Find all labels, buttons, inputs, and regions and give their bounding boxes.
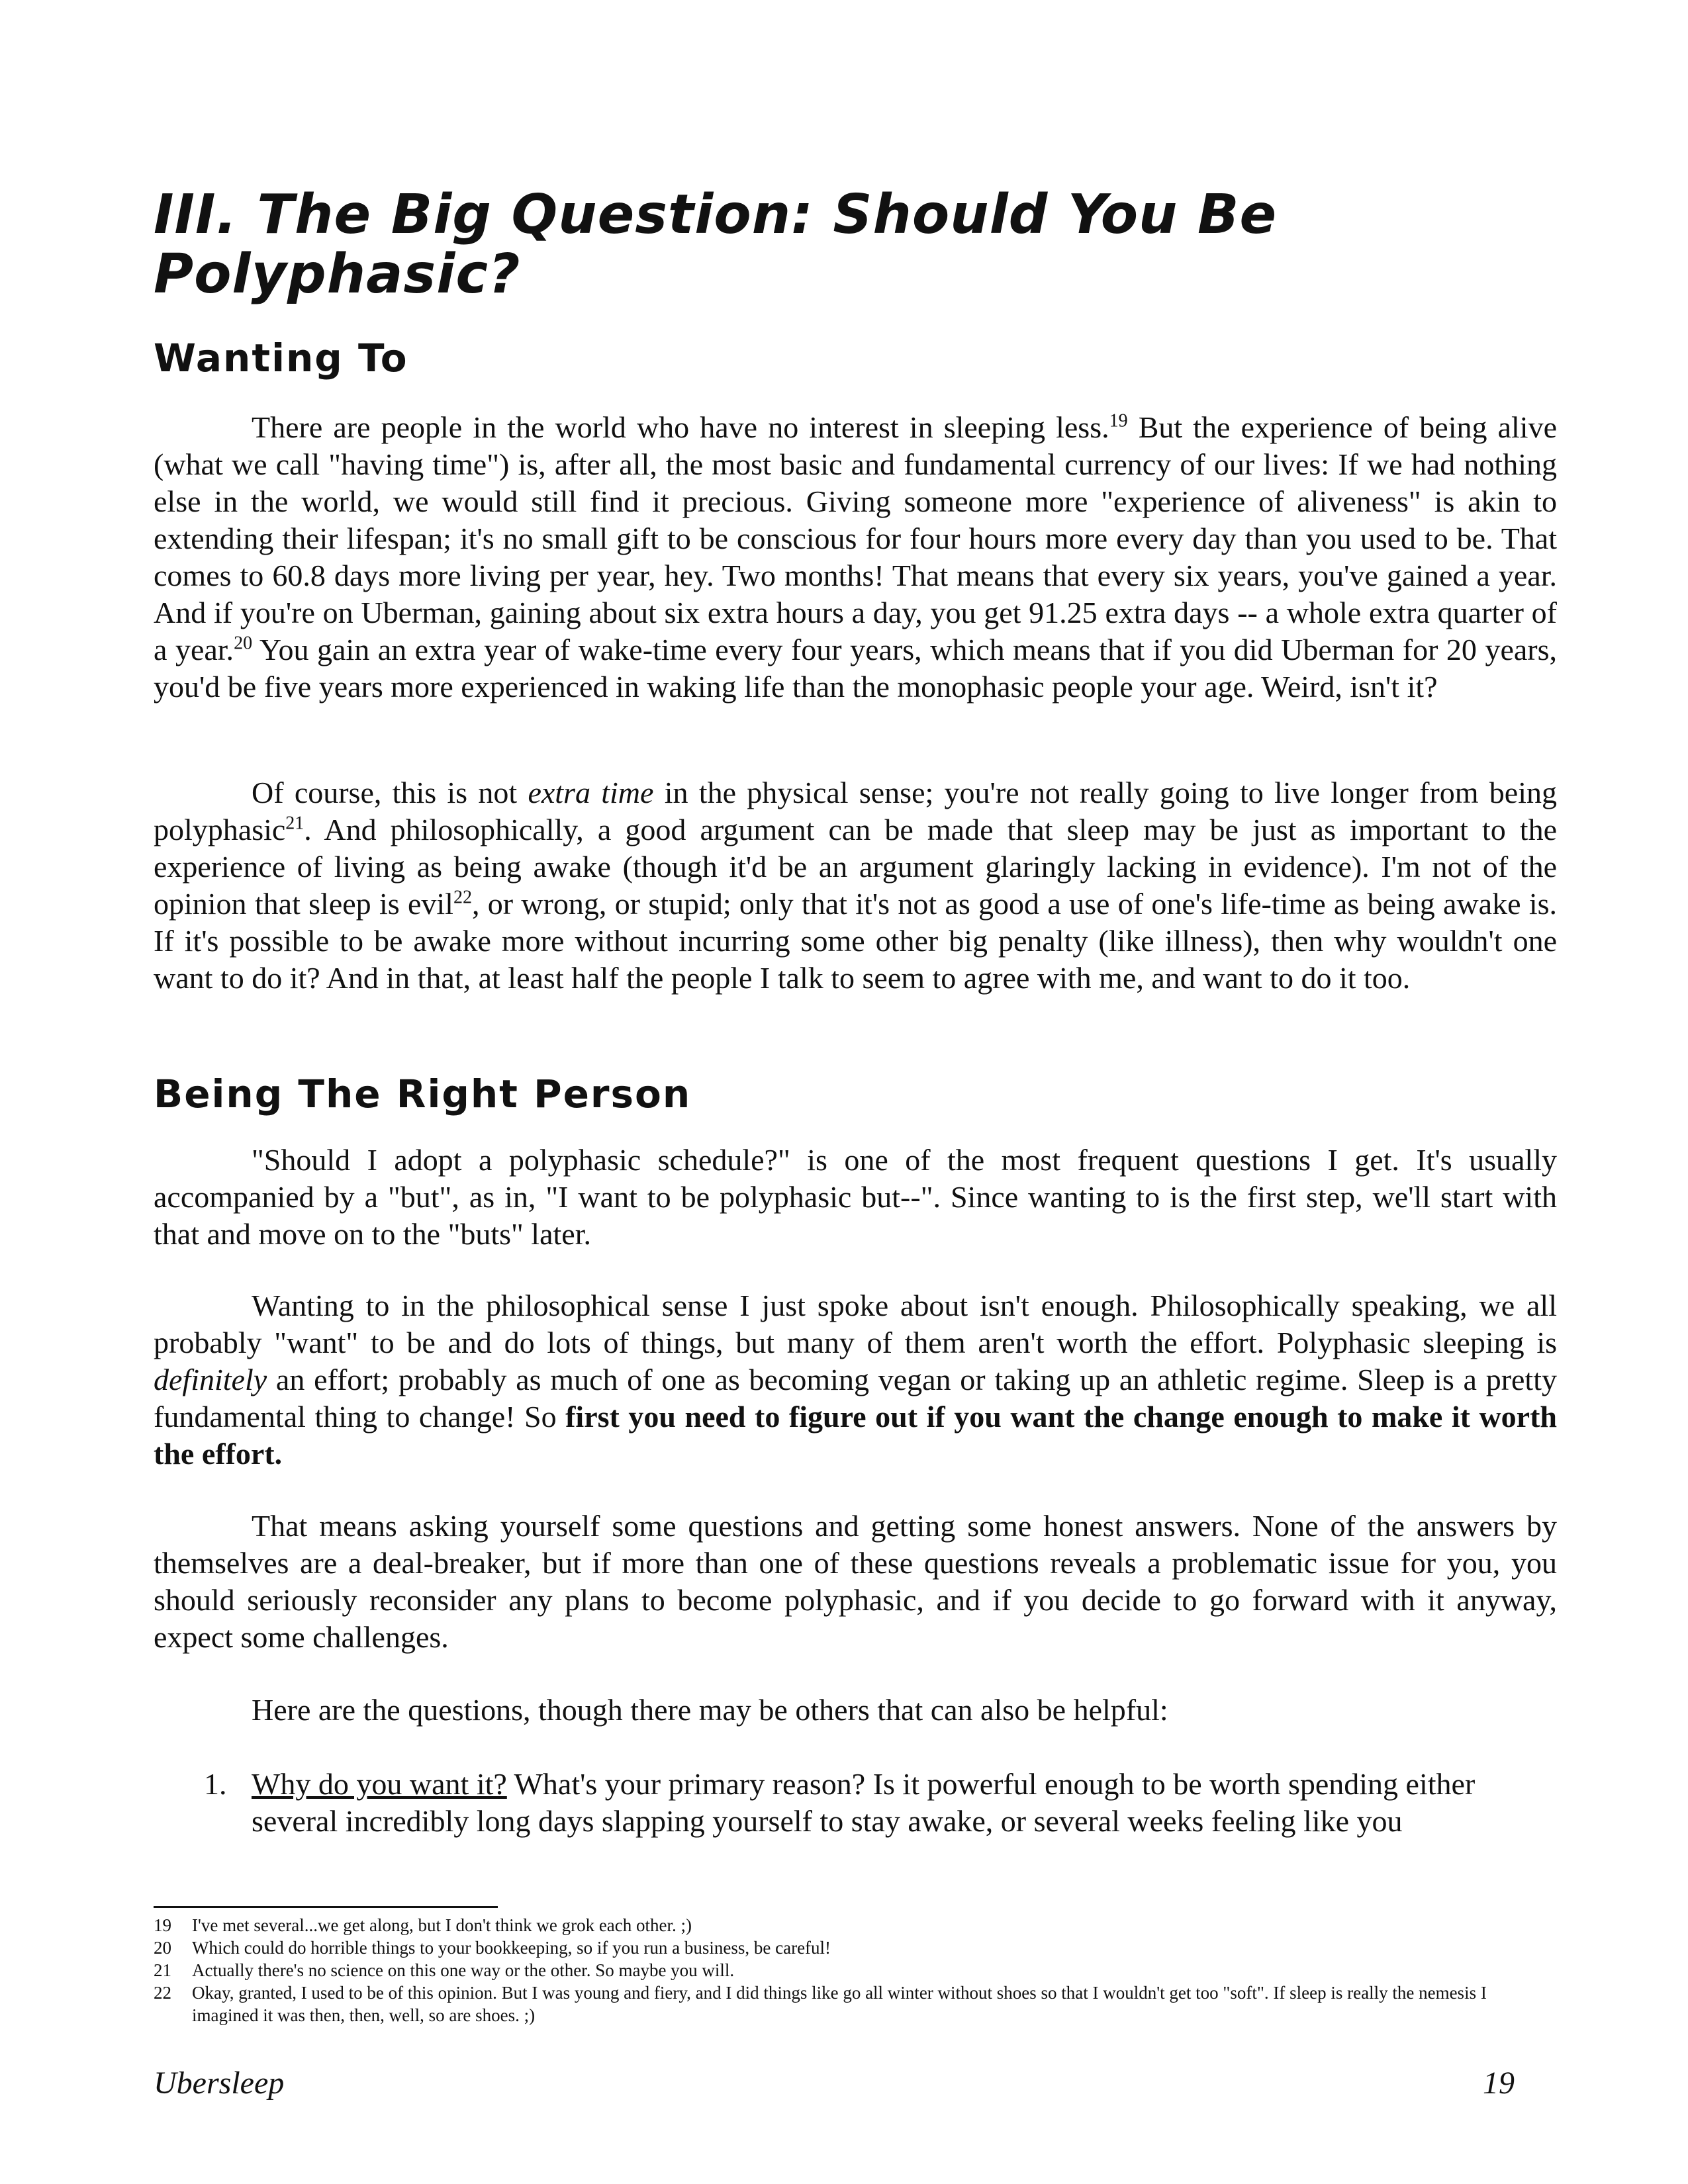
footnote-text: I've met several...we get along, but I don't think we grok each other. ;) xyxy=(192,1915,692,1935)
footnote-text: Which could do horrible things to your bookkeeping, so if you run a business, be careful! xyxy=(192,1938,831,1958)
paragraph-wanting-to-1 xyxy=(154,409,1557,705)
text-run: in the physical sense; you're not really going to live longer from being polyphasic xyxy=(154,776,1558,846)
emphasis-definitely: definitely xyxy=(154,1363,267,1396)
text-run: But the experience of being alive (what we call "having time") is, after all, the most basic and fundamental currency of our lives: If we had nothing else in the world, we would still find it precious. Giving someone more "experience of aliveness" is akin to extending their lifespan; it's no small gift to be conscious for four hours more every day than you used to be. That comes to 60.8 days more living per year, hey. Two months! That means that every six years, you've gained a year. And if you're on Uberman, gaining about six extra hours a day, you get 91.25 extra days -- a whole extra quarter of a year. xyxy=(154,410,1557,666)
footnote-19 xyxy=(154,1914,1557,1936)
footer-page-number: 19 xyxy=(1483,2066,1515,2101)
footnote-20 xyxy=(154,1936,1557,1959)
paragraph-wanting-to-2 xyxy=(154,774,1557,997)
paragraph-right-person-4: Here are the questions, though there may be others that can also be helpful: xyxy=(252,1693,1168,1727)
footnote-ref-21: 21 xyxy=(285,813,305,834)
paragraph-right-person-1: "Should I adopt a polyphasic schedule?" is one of the most frequent questions I get. It's usually accompanied by a "but", as in, "I want to be polyphasic but--". Since wanting to is the first step, we'll start with that and move on to the "buts" later. xyxy=(154,1143,1557,1251)
text-run: You gain an extra year of wake-time every four years, which means that if you did Uberman for 20 years, you'd be five years more experienced in waking life than the monophasic people your age. Weird, isn't it? xyxy=(154,633,1558,704)
text-run: an effort; probably as much of one as becoming vegan or taking up an athletic regime. Sleep is a pretty fundamental thing to change! So xyxy=(154,1363,1557,1433)
footnote-divider xyxy=(154,1906,498,1908)
list-question: Why do you want it? xyxy=(252,1767,507,1801)
section-title-being-the-right-person: Being The Right Person xyxy=(154,1071,692,1116)
list-item-1 xyxy=(154,1766,1557,1840)
footnote-number: 19 xyxy=(154,1915,171,1935)
paragraph-right-person-2 xyxy=(154,1287,1557,1473)
text-run: Wanting to in the philosophical sense I just spoke about isn't enough. Philosophically speaking, we all probably "want" to be and do lots of things, but many of them aren't worth the effort. Polyphasic sleeping is xyxy=(154,1289,1557,1359)
footnote-ref-20: 20 xyxy=(234,633,253,654)
footnote-text: Actually there's no science on this one way or the other. So maybe you will. xyxy=(192,1960,735,1980)
section-title-wanting-to: Wanting To xyxy=(154,336,408,381)
footnote-ref-22: 22 xyxy=(453,887,472,908)
list-text xyxy=(252,1766,1557,1840)
footnote-number: 21 xyxy=(154,1960,171,1980)
emphasis-extra-time: extra time xyxy=(528,776,654,809)
footnote-22 xyxy=(154,1981,1557,2026)
footer-book-title: Ubersleep xyxy=(154,2066,285,2101)
footnotes xyxy=(154,1914,1557,2026)
chapter-title: III. The Big Question: Should You Be Polyphasic? xyxy=(154,183,1278,306)
text-run: There are people in the world who have no interest in sleeping less. xyxy=(252,410,1109,444)
footnote-number: 20 xyxy=(154,1938,171,1958)
list-number: 1. xyxy=(204,1767,227,1801)
paragraph-right-person-3: That means asking yourself some questions and getting some honest answers. None of the answers by themselves are a deal-breaker, but if more than one of these questions reveals a problematic issue for you, you should seriously reconsider any plans to become polyphasic, and if you decide to go forward with it anyway, expect some challenges. xyxy=(154,1509,1557,1654)
text-run: , or wrong, or stupid; only that it's not as good a use of one's life-time as being awake is. If it's possible to be awake more without incurring some other big penalty (like illness), then why wouldn't one want to do it? And in that, at least half the people I talk to seem to agree with me, and want to do it too. xyxy=(154,887,1557,995)
footnote-text: Okay, granted, I used to be of this opinion. But I was young and fiery, and I did things like go all winter without shoes so that I wouldn't get too "soft". If sleep is really the nemesis I imagined it was then, then, well, so are shoes. ;) xyxy=(192,1983,1487,2025)
footnote-ref-19: 19 xyxy=(1109,410,1128,432)
text-run: Of course, this is not xyxy=(252,776,528,809)
text-run: What's your primary reason? Is it powerful enough to be worth spending either several incredibly long days slapping yourself to stay awake, or several weeks feeling like you xyxy=(252,1767,1476,1838)
text-run: . And philosophically, a good argument can be made that sleep may be just as important to the experience of living as being awake (though it'd be an argument glaringly lacking in evidence). I'm not of the opinion that sleep is evil xyxy=(154,813,1557,921)
bold-key-point: first you need to figure out if you want the change enough to make it worth the effort. xyxy=(154,1400,1557,1471)
footnote-21 xyxy=(154,1959,1557,1981)
footnote-number: 22 xyxy=(154,1983,171,2003)
